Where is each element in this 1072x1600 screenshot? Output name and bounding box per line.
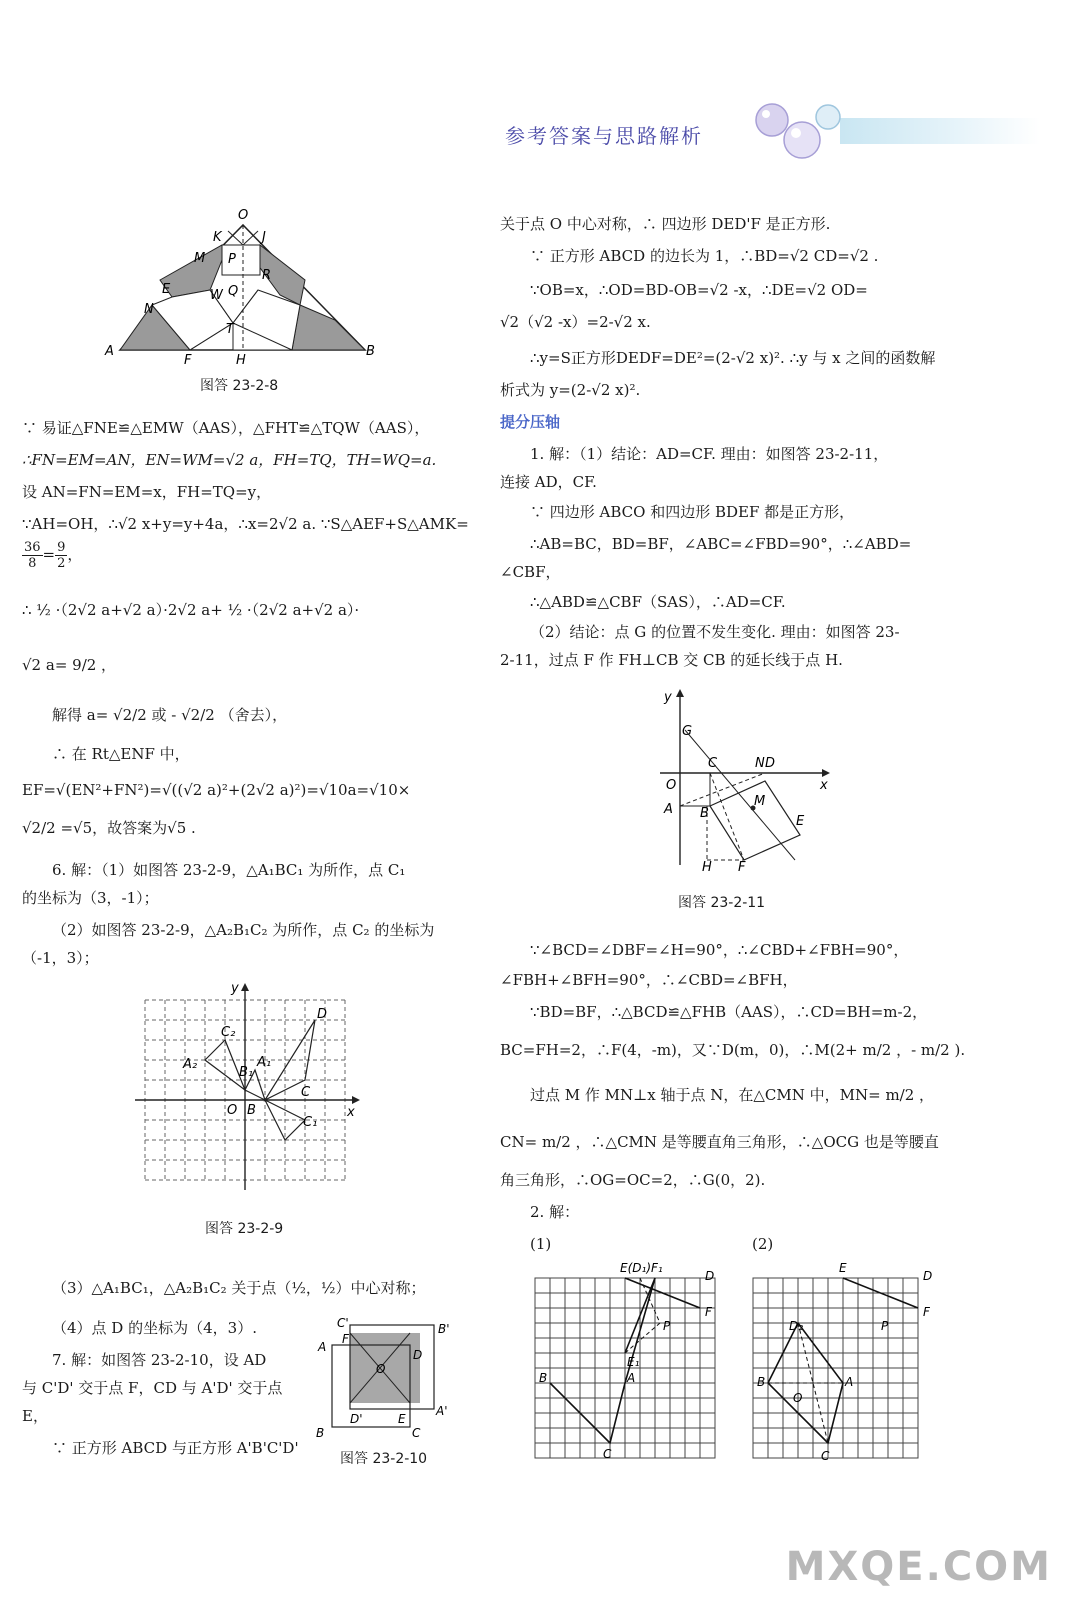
grid-figure-1 (525, 1258, 730, 1478)
svg-text:P: P (881, 1319, 889, 1333)
label-N: N (144, 302, 154, 317)
svg-text:H: H (702, 860, 712, 875)
text-line: ∵BD=BF，∴△BCD≌△FHB（AAS），∴CD=BH=m-2， (530, 1003, 928, 1021)
svg-text:F: F (923, 1305, 930, 1319)
text-line: ∴ ½ ·（2√2 a+√2 a）·2√2 a+ ½ ·（2√2 a+√2 a）· (22, 601, 360, 619)
text-line: 的坐标为（3，-1）； (22, 889, 159, 907)
svg-text:C: C (412, 1426, 421, 1440)
svg-text:F: F (342, 1332, 349, 1346)
svg-text:O: O (227, 1103, 238, 1118)
svg-text:y: y (231, 981, 239, 996)
figure-23-2-10 (312, 1315, 462, 1440)
label-F: F (184, 353, 192, 368)
text-line: 6. 解：（1）如图答 23-2-9，△A₁BC₁ 为所作，点 C₁ (52, 861, 406, 879)
text-line: 设 AN=FN=EM=x，FH=TQ=y， (22, 483, 272, 501)
svg-text:C₁: C₁ (303, 1115, 318, 1130)
text-line: （2）如图答 23-2-9，△A₂B₁C₂ 为所作，点 C₂ 的坐标为 (52, 921, 435, 939)
svg-text:A: A (664, 802, 673, 817)
caption-23-2-10: 图答 23-2-10 (340, 1451, 428, 1467)
svg-text:O: O (666, 778, 677, 793)
caption-23-2-8: 图答 23-2-8 (200, 378, 279, 394)
svg-text:C: C (821, 1449, 830, 1463)
text-line: 过点 M 作 MN⊥x 轴于点 N，在△CMN 中，MN= m/2 ， (530, 1086, 935, 1104)
header-decoration-band (840, 118, 1040, 144)
text-line: 7. 解：如图答 23-2-10，设 AD (52, 1351, 267, 1369)
svg-text:E₁: E₁ (627, 1355, 640, 1369)
svg-text:N: N (755, 756, 765, 771)
label-M: M (194, 251, 206, 266)
label-E: E (162, 282, 171, 297)
svg-text:A: A (845, 1375, 854, 1389)
svg-text:B': B' (438, 1322, 450, 1336)
svg-text:y: y (664, 690, 672, 705)
svg-text:B: B (247, 1103, 256, 1118)
label-Q: Q (228, 284, 239, 299)
figure-23-2-8 (100, 205, 385, 370)
svg-text:x: x (820, 778, 828, 793)
text-line: 与 C'D' 交于点 F，CD 与 A'D' 交于点 (22, 1379, 283, 1397)
text-line: ∵OB=x，∴OD=BD-OB=√2 -x，∴DE=√2 OD= (530, 281, 868, 299)
text-line: ∵AH=OH，∴√2 x+y=y+4a，∴x=2√2 a. ∵S△AEF+S△AMK= (22, 515, 469, 533)
label-J: J (262, 230, 266, 245)
text-line: √2/2 =√5，故答案为√5 . (22, 819, 196, 837)
svg-text:G: G (682, 724, 693, 739)
svg-text:D: D (413, 1348, 423, 1362)
label-P: P (228, 252, 236, 267)
svg-text:A₂: A₂ (183, 1057, 198, 1072)
text-line: ∵ 正方形 ABCD 与正方形 A'B'C'D' (52, 1439, 299, 1457)
svg-text:x: x (347, 1105, 355, 1120)
text-line: ∵∠BCD=∠DBF=∠H=90°，∴∠CBD+∠FBH=90°， (530, 941, 909, 959)
text-line: CN= m/2 ，∴△CMN 是等腰直角三角形，∴△OCG 也是等腰直 (500, 1133, 939, 1151)
text-line: ∵ 四边形 ABCO 和四边形 BDEF 都是正方形， (530, 503, 855, 521)
svg-text:D: D (705, 1269, 715, 1283)
text-line: ∴△ABD≌△CBF（SAS），∴AD=CF. (530, 593, 786, 611)
text-line: 角三角形，∴OG=OC=2，∴G(0，2). (500, 1171, 766, 1189)
label-B: B (366, 344, 375, 359)
svg-text:A: A (627, 1371, 636, 1385)
text-line: ∵ 易证△FNE≌△EMW（AAS），△FHT≌△TQW（AAS）， (22, 419, 430, 437)
svg-text:M: M (754, 794, 766, 809)
fraction-line: $\frac{36}{8}$ = $\frac{9}{2}$ ， (24, 540, 83, 571)
caption-23-2-9: 图答 23-2-9 (205, 1221, 284, 1237)
svg-text:E: E (796, 814, 805, 829)
text-line: 关于点 O 中心对称，∴ 四边形 DED'F 是正方形. (500, 215, 831, 233)
section-heading: 提分压轴 (500, 413, 561, 431)
svg-text:F: F (705, 1305, 712, 1319)
svg-text:P: P (663, 1319, 671, 1333)
svg-text:C₂: C₂ (221, 1025, 236, 1040)
svg-text:A: A (318, 1340, 327, 1354)
label-A: A (105, 344, 114, 359)
text-line: 2-11，过点 F 作 FH⊥CB 交 CB 的延长线于点 H. (500, 651, 843, 669)
svg-text:B: B (316, 1426, 325, 1440)
text-line: 析式为 y=(2-√2 x)². (500, 381, 641, 399)
svg-text:B: B (757, 1375, 766, 1389)
text-line: BC=FH=2，∴F(4，-m)，又∵D(m，0)，∴M(2+ m/2 ，- m/2 ). (500, 1041, 966, 1059)
svg-text:O: O (376, 1362, 386, 1376)
svg-text:D₂: D₂ (789, 1319, 804, 1333)
text-line: EF=√(EN²+FN²)=√((√2 a)²+(2√2 a)²)=√10a=√10× (22, 781, 411, 799)
svg-text:B: B (700, 806, 709, 821)
text-line: ∵ 正方形 ABCD 的边长为 1，∴BD=√2 CD=√2 . (530, 247, 879, 265)
figure-23-2-11 (650, 685, 830, 875)
text-line: 连接 AD，CF. (500, 473, 597, 491)
text-line: （4）点 D 的坐标为（4，3）. (52, 1319, 257, 1337)
text-line: 解得 a= √2/2 或 - √2/2 （舍去）， (52, 706, 288, 724)
text-line: E， (22, 1407, 48, 1425)
text-line: 1. 解：（1）结论：AD=CF. 理由：如图答 23-2-11， (530, 445, 889, 463)
text-line: （-1，3）； (22, 949, 99, 967)
label-T: T (226, 322, 234, 337)
grid-figure-2 (743, 1258, 948, 1478)
text-line: ∴y=S正方形DEDF=DE²=(2-√2 x)². ∴y 与 x 之间的函数解 (530, 349, 936, 367)
text-line: √2（√2 -x）=2-√2 x. (500, 313, 651, 331)
text-line: √2 a= 9/2 ， (22, 656, 117, 674)
svg-text:D: D (765, 756, 776, 771)
text-line: ∴ 在 Rt△ENF 中， (52, 745, 190, 763)
svg-text:D': D' (350, 1412, 363, 1426)
label-W: W (210, 288, 223, 303)
label-K: K (213, 230, 222, 245)
label-R: R (262, 268, 272, 283)
bubble-decoration-icon (750, 95, 850, 165)
text-line: ∴FN=EM=AN，EN=WM=√2 a，FH=TQ，TH=WQ=a. (22, 451, 437, 469)
svg-text:B₁: B₁ (239, 1065, 254, 1080)
text-line: ∠CBF， (500, 563, 561, 581)
svg-text:C: C (603, 1447, 612, 1461)
label-H: H (236, 353, 246, 368)
svg-text:D: D (317, 1007, 328, 1022)
svg-text:E: E (839, 1261, 847, 1275)
text-line: （2）结论：点 G 的位置不发生变化. 理由：如图答 23- (530, 623, 900, 641)
text-line: （3）△A₁BC₁，△A₂B₁C₂ 关于点（½，½）中心对称； (52, 1279, 426, 1297)
text-line: ∠FBH+∠BFH=90°，∴∠CBD=∠BFH， (500, 971, 798, 989)
svg-text:D: D (923, 1269, 933, 1283)
svg-text:C: C (708, 756, 718, 771)
svg-text:E(D₁)F₁: E(D₁)F₁ (620, 1261, 663, 1275)
page-header-title: 参考答案与思路解析 (505, 124, 703, 148)
svg-text:O: O (793, 1391, 803, 1405)
label-O: O (238, 208, 249, 223)
svg-text:A': A' (436, 1404, 448, 1418)
watermark-logo: MXQE.COM (785, 1544, 1052, 1590)
svg-text:B: B (539, 1371, 548, 1385)
svg-text:C': C' (337, 1316, 349, 1330)
svg-text:C: C (301, 1085, 311, 1100)
text-line: 2. 解： (530, 1203, 580, 1221)
svg-text:A₁: A₁ (257, 1055, 272, 1070)
text-line: (1) (530, 1235, 552, 1253)
caption-23-2-11: 图答 23-2-11 (678, 895, 766, 911)
svg-text:F: F (738, 860, 746, 875)
figure-23-2-9 (135, 980, 365, 1200)
text-line: ∴AB=BC，BD=BF，∠ABC=∠FBD=90°，∴∠ABD= (530, 535, 912, 553)
text-line: (2) (752, 1235, 774, 1253)
svg-text:E: E (398, 1412, 406, 1426)
